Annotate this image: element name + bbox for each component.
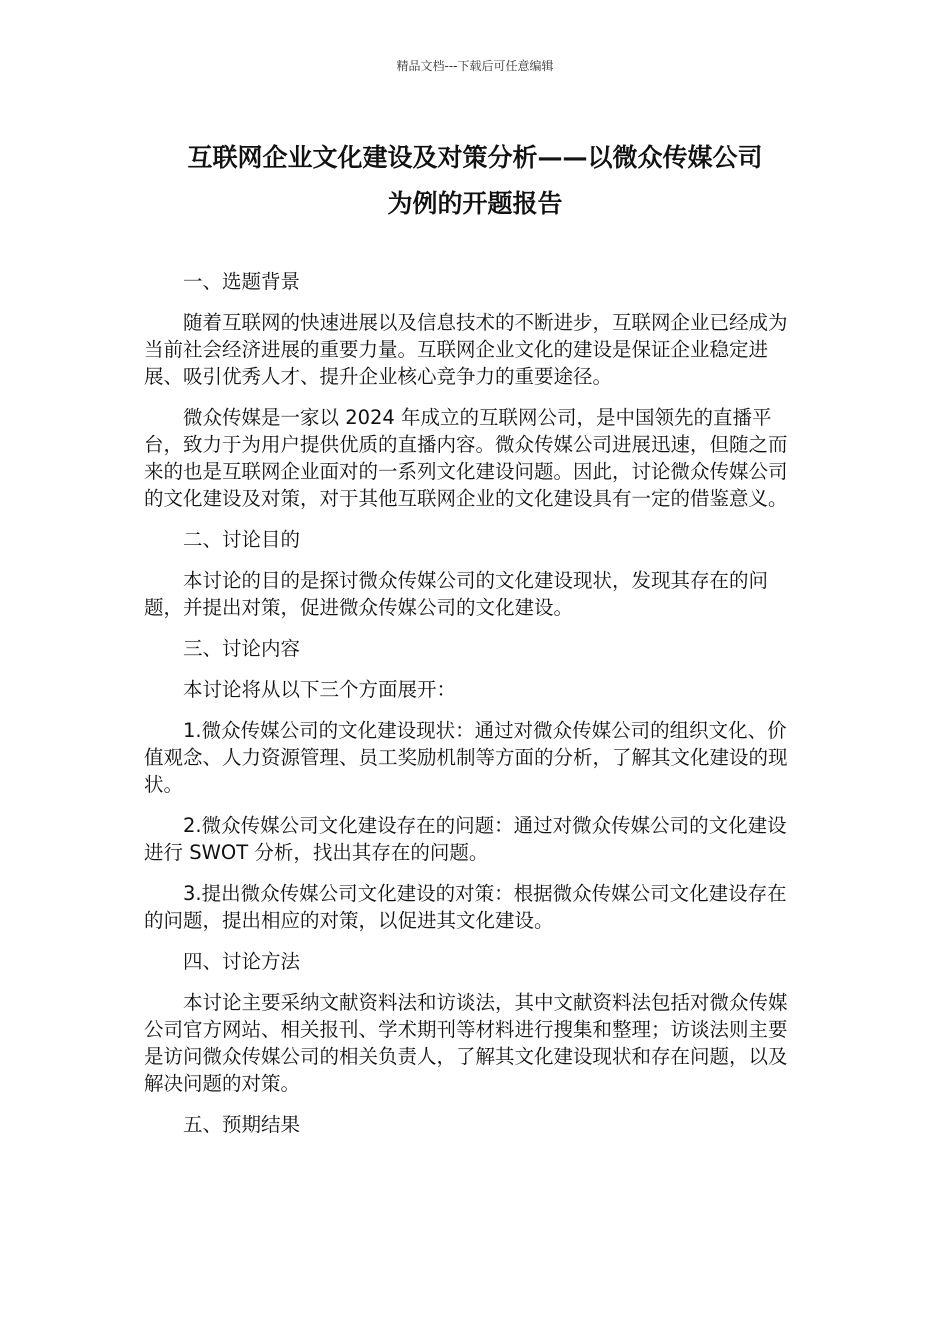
paragraph-background-2: 微众传媒是一家以 2024 年成立的互联网公司，是中国领先的直播平台，致力于为用户提供优质的直播内容。微众传媒公司进展迅速，但随之而来的也是互联网企业面对的一系列文化建设问题。因此，讨论微众传媒公司的文化建设及对策，对于其他互联网企业的文化建设具有一定的借鉴意义。 bbox=[144, 406, 788, 510]
document-title bbox=[120, 135, 830, 227]
paragraph-background-1: 随着互联网的快速进展以及信息技术的不断进步，互联网企业已经成为当前社会经济进展的重要力量。互联网企业文化的建设是保证企业稳定进展、吸引优秀人才、提升企业核心竞争力的重要途径。 bbox=[144, 311, 788, 388]
paragraph-purpose: 本讨论的目的是探讨微众传媒公司的文化建设现状，发现其存在的问题，并提出对策，促进微众传媒公司的文化建设。 bbox=[144, 569, 769, 619]
list-item-content-2: 2.微众传媒公司文化建设存在的问题：通过对微众传媒公司的文化建设进行 SWOT 分析，找出其存在的问题。 bbox=[144, 814, 787, 864]
section-heading-purpose: 二、讨论目的 bbox=[183, 528, 301, 551]
title-line-1: 互联网企业文化建设及对策分析——以微众传媒公司 bbox=[187, 143, 763, 172]
section-heading-background: 一、选题背景 bbox=[183, 270, 301, 293]
header-note: 精品文档---下载后可任意编辑 bbox=[396, 59, 554, 73]
list-item-content-3: 3.提出微众传媒公司文化建设的对策：根据微众传媒公司文化建设存在的问题，提出相应的对策，以促进其文化建设。 bbox=[144, 882, 787, 932]
section-heading-method: 四、讨论方法 bbox=[183, 950, 301, 973]
paragraph-method: 本讨论主要采纳文献资料法和访谈法，其中文献资料法包括对微众传媒公司官方网站、相关报刊、学术期刊等材料进行搜集和整理；访谈法则主要是访问微众传媒公司的相关负责人，了解其文化建设现状和存在问题，以及解决问题的对策。 bbox=[144, 991, 788, 1095]
section-heading-content: 三、讨论内容 bbox=[183, 637, 301, 660]
paragraph-content-intro: 本讨论将从以下三个方面展开： bbox=[183, 678, 457, 701]
list-item-content-1: 1.微众传媒公司的文化建设现状：通过对微众传媒公司的组织文化、价值观念、人力资源管理、员工奖励机制等方面的分析，了解其文化建设的现状。 bbox=[144, 719, 788, 796]
section-heading-expected-results: 五、预期结果 bbox=[183, 1113, 301, 1136]
document-body bbox=[144, 268, 804, 1152]
title-line-2: 为例的开题报告 bbox=[387, 189, 563, 218]
